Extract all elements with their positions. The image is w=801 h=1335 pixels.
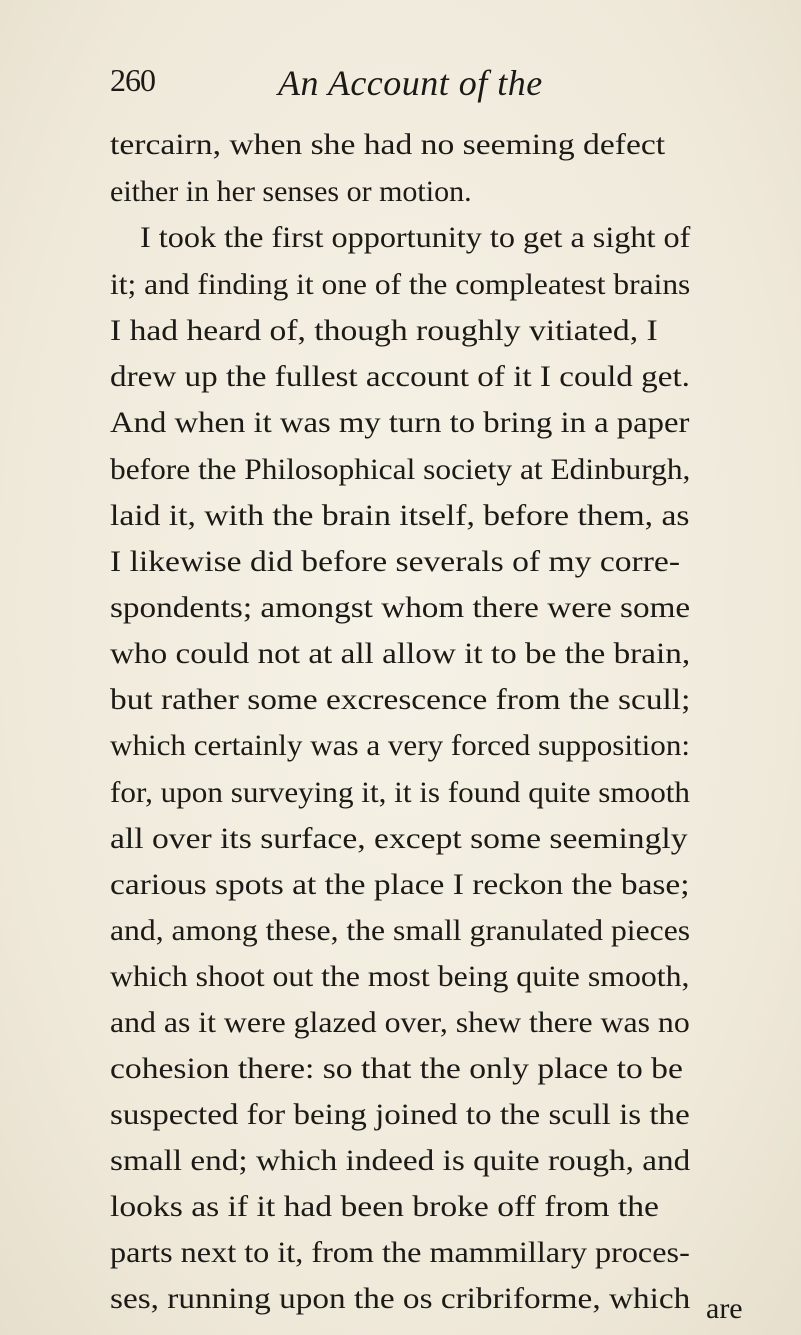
text-line: and, among these, the small granulated pieces: [110, 914, 691, 947]
text-line: cohesion there: so that the only place to be: [110, 1052, 683, 1085]
text-line: but rather some excrescence from the scull;: [110, 683, 691, 716]
text-line: I likewise did before severals of my corre-: [110, 545, 681, 578]
text-line: which certainly was a very forced supposition:: [110, 729, 690, 762]
text-line: either in her senses or motion.: [110, 175, 472, 208]
text-line: drew up the fullest account of it I could get.: [110, 360, 690, 393]
text-line: I had heard of, though roughly vitiated, I: [110, 314, 658, 347]
running-head: An Account of the: [278, 63, 543, 103]
text-line: who could not at all allow it to be the brain,: [110, 637, 691, 670]
text-line: before the Philosophical society at Edinburgh,: [110, 453, 691, 486]
text-line: which shoot out the most being quite smooth,: [110, 960, 690, 993]
text-line: suspected for being joined to the scull is the: [110, 1098, 690, 1131]
text-line: all over its surface, except some seemingly: [110, 822, 688, 855]
text-line: for, upon surveying it, it is found quite smooth: [110, 776, 690, 809]
text-line: looks as if it had been broke off from the: [110, 1190, 659, 1223]
text-line: laid it, with the brain itself, before them, as: [110, 499, 690, 532]
text-line: parts next to it, from the mammillary proces-: [110, 1236, 690, 1269]
text-line: carious spots at the place I reckon the base;: [110, 868, 690, 901]
text-line: and as it were glazed over, shew there was no: [110, 1006, 690, 1039]
text-line: And when it was my turn to bring in a paper: [110, 406, 690, 439]
text-line: ses, running upon the os cribriforme, which: [110, 1282, 691, 1315]
catchword: are: [706, 1292, 743, 1325]
page-number: 260: [110, 62, 155, 98]
text-line: I took the first opportunity to get a sight of: [140, 221, 691, 254]
text-line: small end; which indeed is quite rough, and: [110, 1144, 691, 1177]
text-line: tercairn, when she had no seeming defect: [110, 128, 666, 161]
text-line: spondents; amongst whom there were some: [110, 591, 691, 624]
text-line: it; and finding it one of the compleatest brains: [110, 268, 691, 301]
